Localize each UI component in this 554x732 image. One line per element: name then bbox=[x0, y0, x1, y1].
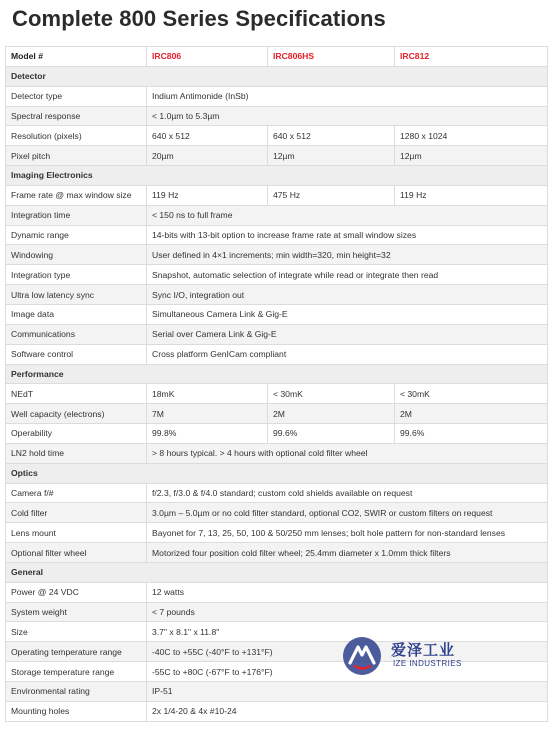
ize-logo-icon bbox=[341, 635, 383, 677]
spec-value: 119 Hz bbox=[395, 185, 548, 205]
header-model-irc806: IRC806 bbox=[147, 47, 268, 67]
spec-label: Lens mount bbox=[6, 523, 147, 543]
spec-value: Serial over Camera Link & Gig-E bbox=[147, 324, 548, 344]
spec-label: Mounting holes bbox=[6, 701, 147, 721]
spec-value: 99.6% bbox=[395, 424, 548, 444]
spec-value: 1280 x 1024 bbox=[395, 126, 548, 146]
spec-value: 14-bits with 13-bit option to increase frame rate at small window sizes bbox=[147, 225, 548, 245]
spec-label: Image data bbox=[6, 304, 147, 324]
spec-label: Optional filter wheel bbox=[6, 543, 147, 563]
spec-label: Well capacity (electrons) bbox=[6, 404, 147, 424]
table-body bbox=[6, 66, 548, 721]
spec-row bbox=[6, 265, 548, 285]
spec-value: 99.8% bbox=[147, 424, 268, 444]
spec-label: Operability bbox=[6, 424, 147, 444]
spec-row bbox=[6, 523, 548, 543]
spec-value: 12µm bbox=[395, 146, 548, 166]
spec-row bbox=[6, 701, 548, 721]
spec-value: Motorized four position cold filter wheel; 25.4mm diameter x 1.0mm thick filters bbox=[147, 543, 548, 563]
section-row bbox=[6, 166, 548, 186]
spec-value: Sync I/O, integration out bbox=[147, 285, 548, 305]
spec-value: Indium Antimonide (InSb) bbox=[147, 86, 548, 106]
spec-label: Size bbox=[6, 622, 147, 642]
spec-label: Operating temperature range bbox=[6, 642, 147, 662]
spec-row bbox=[6, 185, 548, 205]
spec-row bbox=[6, 503, 548, 523]
table-header-row bbox=[6, 47, 548, 67]
header-model-irc806hs: IRC806HS bbox=[268, 47, 395, 67]
spec-label: Spectral response bbox=[6, 106, 147, 126]
spec-label: Windowing bbox=[6, 245, 147, 265]
spec-value: 640 x 512 bbox=[268, 126, 395, 146]
spec-row bbox=[6, 126, 548, 146]
spec-label: System weight bbox=[6, 602, 147, 622]
spec-label: Integration time bbox=[6, 205, 147, 225]
page-title: Complete 800 Series Specifications bbox=[12, 6, 386, 31]
spec-label: Camera f/# bbox=[6, 483, 147, 503]
section-heading: Detector bbox=[6, 66, 548, 86]
spec-row bbox=[6, 86, 548, 106]
spec-label: Cold filter bbox=[6, 503, 147, 523]
spec-row bbox=[6, 443, 548, 463]
spec-value: < 30mK bbox=[268, 384, 395, 404]
spec-value: < 1.0µm to 5.3µm bbox=[147, 106, 548, 126]
header-model-label: Model # bbox=[6, 47, 147, 67]
ize-industries-watermark bbox=[341, 635, 471, 677]
spec-value: 99.6% bbox=[268, 424, 395, 444]
spec-value: IP-51 bbox=[147, 682, 548, 702]
spec-value: f/2.3, f/3.0 & f/4.0 standard; custom cold shields available on request bbox=[147, 483, 548, 503]
spec-row bbox=[6, 404, 548, 424]
spec-value: 3.0µm – 5.0µm or no cold filter standard, optional CO2, SWIR or custom filters on request bbox=[147, 503, 548, 523]
spec-row bbox=[6, 582, 548, 602]
spec-label: Environmental rating bbox=[6, 682, 147, 702]
spec-value: -55C to +80C (-67°F to +176°F) bbox=[147, 662, 548, 682]
spec-value: Bayonet for 7, 13, 25, 50, 100 & 50/250 mm lenses; bolt hole pattern for non-standard lenses bbox=[147, 523, 548, 543]
spec-label: Pixel pitch bbox=[6, 146, 147, 166]
spec-row bbox=[6, 483, 548, 503]
spec-label: NEdT bbox=[6, 384, 147, 404]
spec-value: > 8 hours typical. > 4 hours with optional cold filter wheel bbox=[147, 443, 548, 463]
spec-label: Ultra low latency sync bbox=[6, 285, 147, 305]
section-row bbox=[6, 364, 548, 384]
spec-value: 18mK bbox=[147, 384, 268, 404]
spec-row bbox=[6, 344, 548, 364]
spec-row bbox=[6, 106, 548, 126]
spec-label: Frame rate @ max window size bbox=[6, 185, 147, 205]
spec-row bbox=[6, 384, 548, 404]
spec-row bbox=[6, 602, 548, 622]
spec-value: User defined in 4×1 increments; min width=320, min height=32 bbox=[147, 245, 548, 265]
spec-value: Cross platform GenICam compliant bbox=[147, 344, 548, 364]
spec-label: Resolution (pixels) bbox=[6, 126, 147, 146]
spec-value: Simultaneous Camera Link & Gig-E bbox=[147, 304, 548, 324]
spec-row bbox=[6, 205, 548, 225]
spec-value: 7M bbox=[147, 404, 268, 424]
spec-value: < 7 pounds bbox=[147, 602, 548, 622]
spec-value: 475 Hz bbox=[268, 185, 395, 205]
watermark-name-cn: 爱泽工业 bbox=[391, 642, 456, 659]
section-heading: Imaging Electronics bbox=[6, 166, 548, 186]
spec-row bbox=[6, 543, 548, 563]
section-row bbox=[6, 562, 548, 582]
spec-label: Detector type bbox=[6, 86, 147, 106]
spec-value: 3.7" x 8.1" x 11.8" bbox=[147, 622, 548, 642]
spec-row bbox=[6, 324, 548, 344]
spec-row bbox=[6, 146, 548, 166]
spec-value: 2M bbox=[268, 404, 395, 424]
spec-label: Integration type bbox=[6, 265, 147, 285]
spec-row bbox=[6, 245, 548, 265]
spec-row bbox=[6, 225, 548, 245]
section-heading: General bbox=[6, 562, 548, 582]
spec-label: Power @ 24 VDC bbox=[6, 582, 147, 602]
spec-value: 640 x 512 bbox=[147, 126, 268, 146]
section-row bbox=[6, 66, 548, 86]
spec-label: Storage temperature range bbox=[6, 662, 147, 682]
spec-row bbox=[6, 424, 548, 444]
spec-value: < 30mK bbox=[395, 384, 548, 404]
spec-row bbox=[6, 285, 548, 305]
watermark-name-en: IZE INDUSTRIES bbox=[393, 659, 462, 668]
spec-label: LN2 hold time bbox=[6, 443, 147, 463]
spec-value: < 150 ns to full frame bbox=[147, 205, 548, 225]
spec-label: Dynamic range bbox=[6, 225, 147, 245]
spec-label: Software control bbox=[6, 344, 147, 364]
section-heading: Optics bbox=[6, 463, 548, 483]
spec-value: 12µm bbox=[268, 146, 395, 166]
spec-value: 12 watts bbox=[147, 582, 548, 602]
spec-value: Snapshot, automatic selection of integrate while read or integrate then read bbox=[147, 265, 548, 285]
specifications-table bbox=[5, 46, 548, 722]
section-heading: Performance bbox=[6, 364, 548, 384]
spec-value: 2M bbox=[395, 404, 548, 424]
spec-row bbox=[6, 682, 548, 702]
header-model-irc812: IRC812 bbox=[395, 47, 548, 67]
section-row bbox=[6, 463, 548, 483]
spec-value: 20µm bbox=[147, 146, 268, 166]
spec-row bbox=[6, 304, 548, 324]
spec-value: 119 Hz bbox=[147, 185, 268, 205]
spec-label: Communications bbox=[6, 324, 147, 344]
spec-value: -40C to +55C (-40°F to +131°F) bbox=[147, 642, 548, 662]
spec-value: 2x 1/4-20 & 4x #10-24 bbox=[147, 701, 548, 721]
